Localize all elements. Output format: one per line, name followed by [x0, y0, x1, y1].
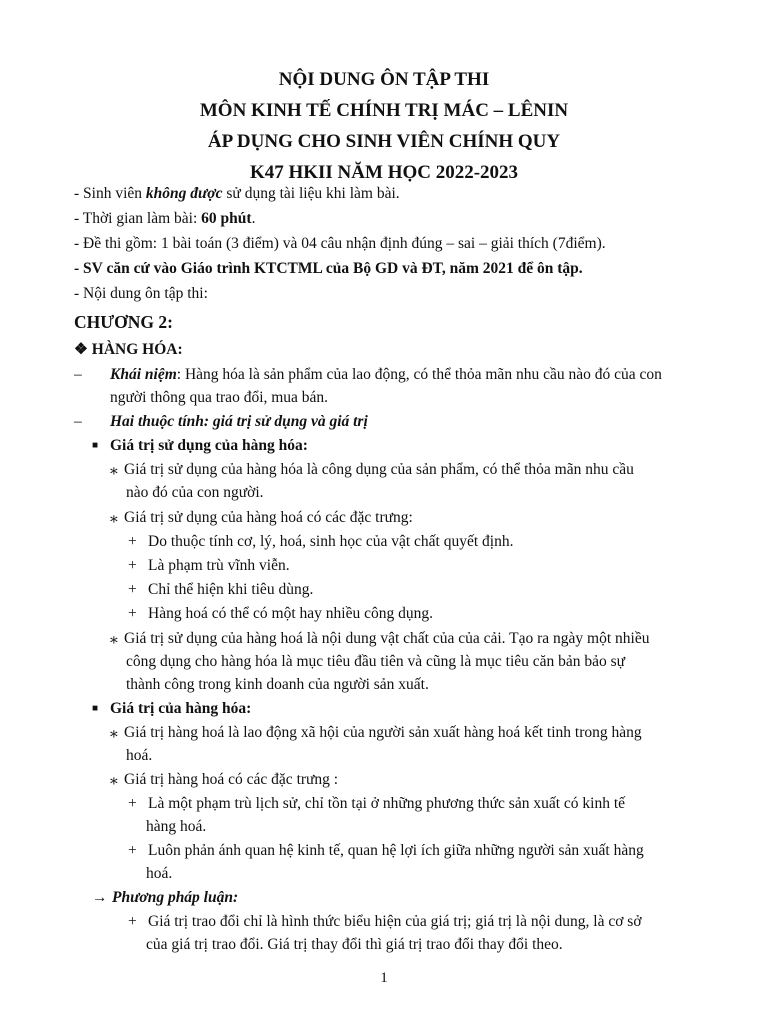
use-value-point-2: ⁎ Giá trị sử dụng của hàng hoá có các đặc trưng: — [110, 506, 413, 529]
title-line-2: MÔN KINH TẾ CHÍNH TRỊ MÁC – LÊNIN — [199, 100, 569, 121]
methodology-item: + Giá trị trao đổi chỉ là hình thức biểu hiện của giá trị; giá trị là nội dung, là cơ sở — [128, 910, 642, 933]
plus-bullet-icon: + — [128, 842, 137, 859]
title-line-1: NỘI DUNG ÔN TẬP THI — [278, 69, 490, 90]
trait-item: + Do thuộc tính cơ, lý, hoá, sinh học của vật chất quyết định. — [128, 530, 513, 553]
value-trait-1: + Là một phạm trù lịch sử, chỉ tồn tại ở những phương thức sản xuất có kinh tế — [128, 792, 625, 815]
dash-bullet-icon: – — [74, 413, 82, 430]
trait-item: + Là phạm trù vĩnh viễn. — [128, 554, 290, 577]
plus-bullet-icon: + — [128, 605, 137, 622]
asterisk-bullet-icon: ⁎ — [110, 461, 118, 478]
plus-bullet-icon: + — [128, 557, 137, 574]
value-trait-2-cont: hoá. — [146, 865, 173, 882]
plus-bullet-icon: + — [128, 533, 137, 550]
methodology-item-cont: của giá trị trao đổi. Giá trị thay đổi thì giá trị trao đổi thay đổi theo. — [146, 936, 563, 953]
plus-bullet-icon: + — [128, 913, 137, 930]
title-line-4: K47 HKII NĂM HỌC 2022-2023 — [249, 162, 519, 183]
methodology-heading: → Phương pháp luận: — [92, 886, 238, 909]
value-point-2: ⁎ Giá trị hàng hoá có các đặc trưng : — [110, 768, 338, 791]
concept-item: – Khái niệm: Hàng hóa là sản phẩm của lao động, có thể thỏa mãn nhu cầu nào đó của con — [74, 363, 662, 386]
note-textbook: - SV căn cứ vào Giáo trình KTCTML của Bộ GD và ĐT, năm 2021 để ôn tập. — [74, 260, 583, 277]
use-value-heading: ■ Giá trị sử dụng của hàng hóa: — [92, 434, 308, 457]
note-review-content: - Nội dung ôn tập thi: — [74, 285, 208, 302]
concept-text-cont: người thông qua trao đổi, mua bán. — [110, 389, 329, 406]
value-trait-2: + Luôn phản ánh quan hệ kinh tế, quan hệ lợi ích giữa những người sản xuất hàng — [128, 839, 644, 862]
plus-bullet-icon: + — [128, 795, 137, 812]
note-duration: - Thời gian làm bài: 60 phút. — [74, 210, 256, 227]
value-heading: ■ Giá trị của hàng hóa: — [92, 697, 251, 720]
use-value-point-3: ⁎ Giá trị sử dụng của hàng hoá là nội dung vật chất của của cải. Tạo ra ngày một nhiều — [110, 627, 649, 650]
use-value-point-1: ⁎ Giá trị sử dụng của hàng hóa là công dụng của sản phẩm, có thể thỏa mãn nhu cầu — [110, 458, 634, 481]
title-line-3: ÁP DỤNG CHO SINH VIÊN CHÍNH QUY — [207, 131, 561, 152]
use-value-point-3-cont: công dụng cho hàng hóa là mục tiêu đầu tiên và cũng là mục tiêu căn bản bảo sự — [126, 653, 626, 670]
dash-bullet-icon: – — [74, 366, 82, 383]
use-value-point-3-cont: thành công trong kinh doanh của người sản xuất. — [126, 676, 429, 693]
arrow-right-icon: → — [92, 889, 108, 906]
use-value-point-1-cont: nào đó của con người. — [126, 484, 264, 501]
value-trait-1-cont: hàng hoá. — [146, 818, 207, 835]
square-bullet-icon: ■ — [92, 440, 99, 451]
plus-bullet-icon: + — [128, 581, 137, 598]
section-heading: ❖ HÀNG HÓA: — [74, 338, 183, 361]
trait-item: + Chỉ thể hiện khi tiêu dùng. — [128, 578, 313, 601]
emphasis-not-allowed: không được — [145, 185, 223, 202]
chapter-heading: CHƯƠNG 2: — [74, 312, 173, 332]
asterisk-bullet-icon: ⁎ — [110, 771, 118, 788]
trait-item: + Hàng hoá có thể có một hay nhiều công dụng. — [128, 602, 433, 625]
concept-label: Khái niệm — [110, 366, 177, 383]
square-bullet-icon: ■ — [92, 703, 99, 714]
duration-value: 60 phút — [201, 210, 252, 227]
attributes-heading: – Hai thuộc tính: giá trị sử dụng và giá trị — [74, 410, 368, 433]
asterisk-bullet-icon: ⁎ — [110, 724, 118, 741]
note-materials: - Sinh viên không được sử dụng tài liệu khi làm bài. — [74, 185, 400, 202]
document-title — [0, 64, 768, 188]
asterisk-bullet-icon: ⁎ — [110, 630, 118, 647]
asterisk-bullet-icon: ⁎ — [110, 509, 118, 526]
value-point-1: ⁎ Giá trị hàng hoá là lao động xã hội của người sản xuất hàng hoá kết tinh trong hàng — [110, 721, 642, 744]
diamond-bullet-icon: ❖ — [74, 341, 88, 358]
note-exam-structure: - Đề thi gồm: 1 bài toán (3 điểm) và 04 câu nhận định đúng – sai – giải thích (7điểm). — [74, 235, 606, 252]
page-number: 1 — [380, 970, 388, 986]
value-point-1-cont: hoá. — [126, 747, 153, 764]
